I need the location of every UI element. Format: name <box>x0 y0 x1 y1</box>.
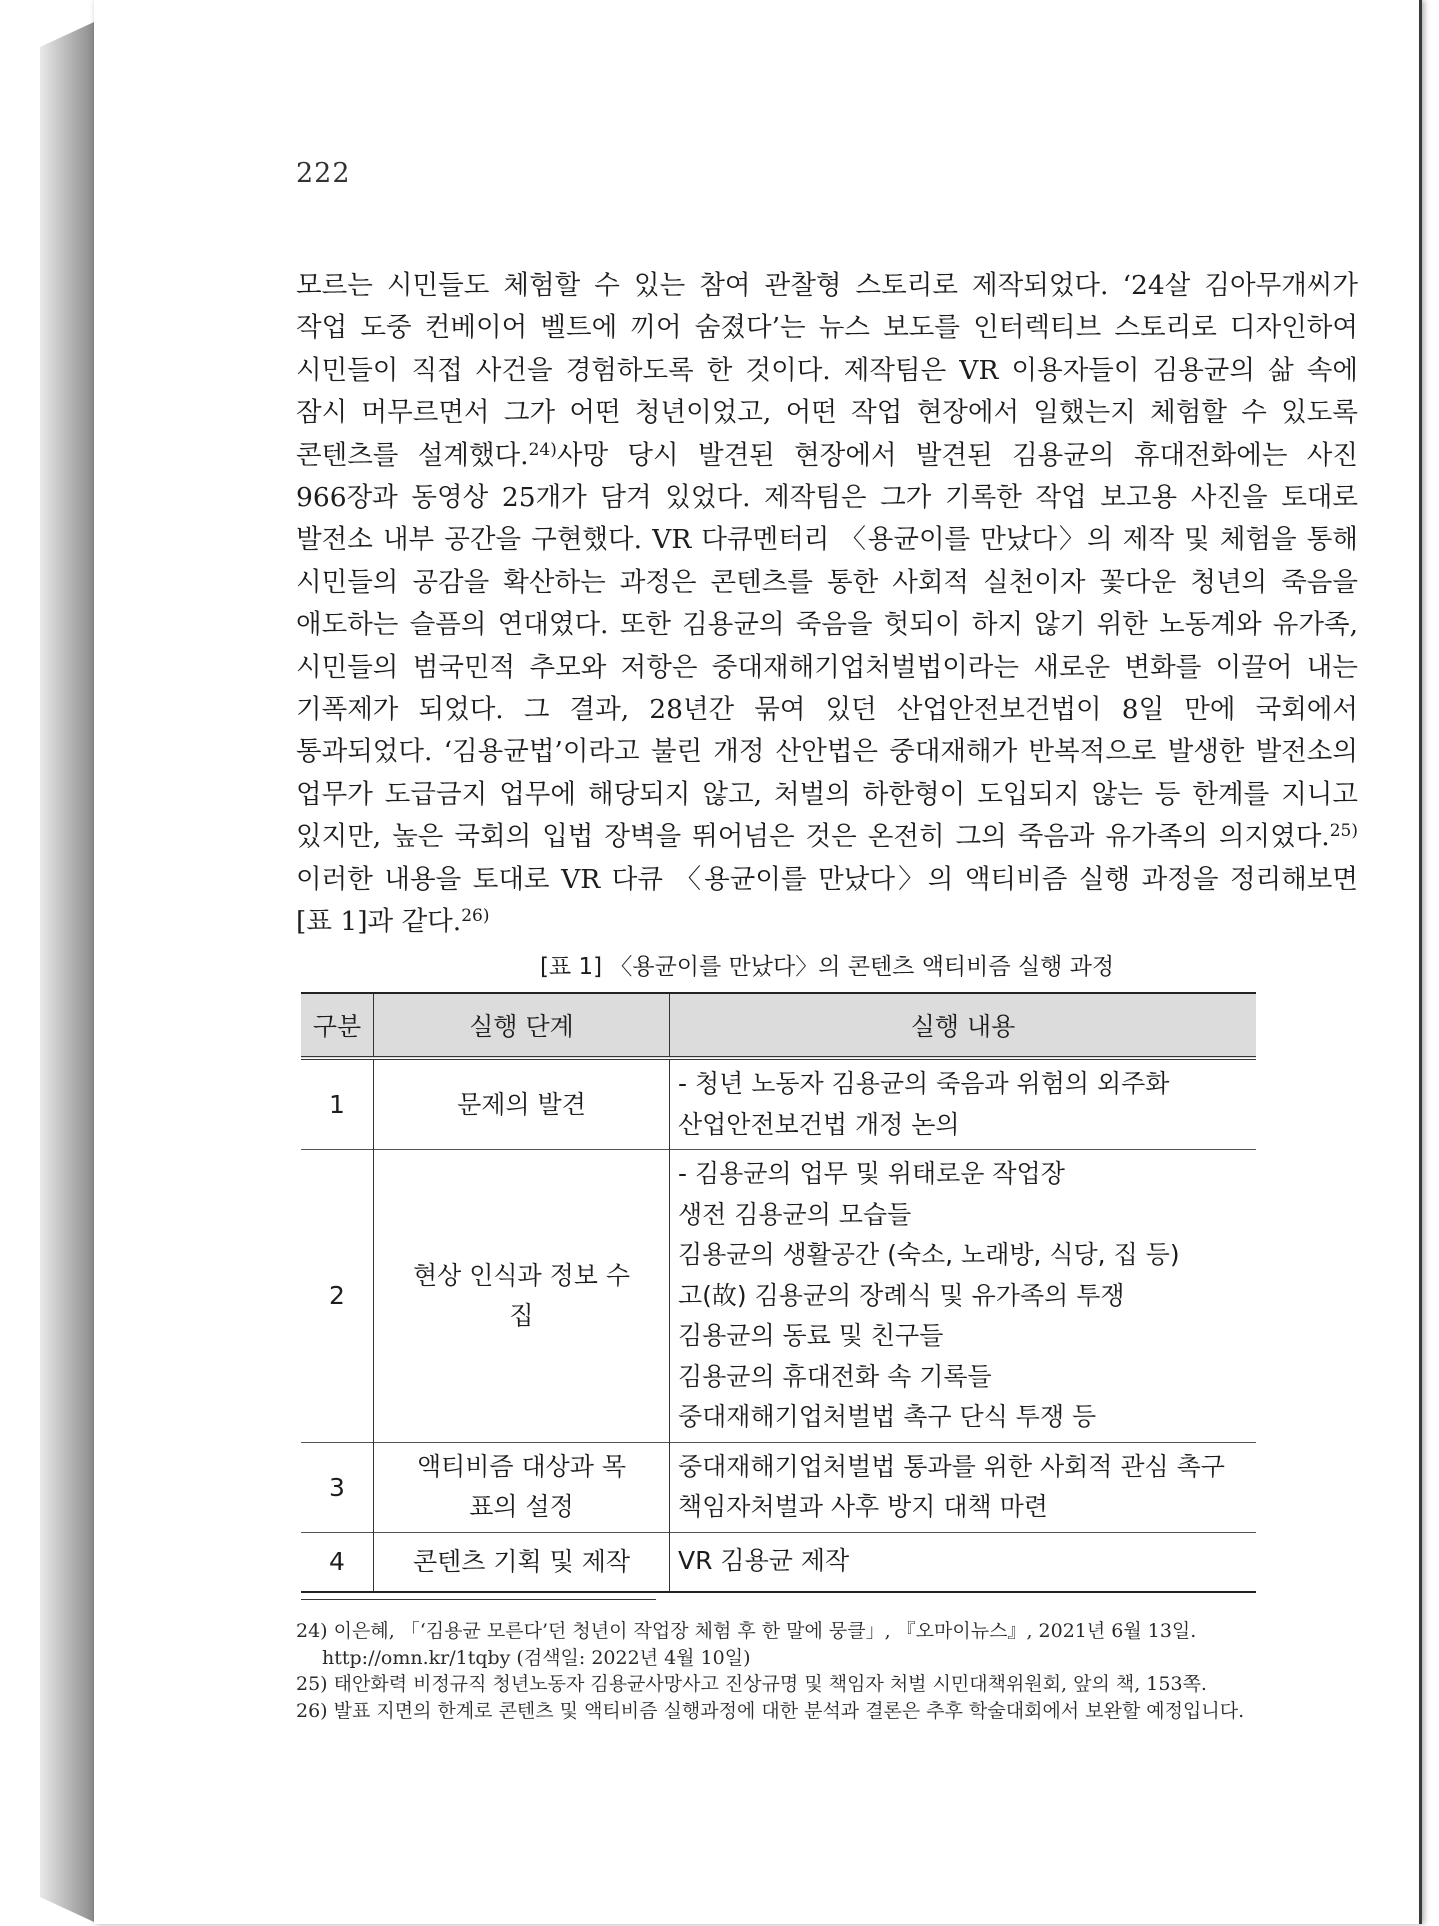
body-text-segment-1: 모르는 시민들도 체험할 수 있는 참여 관찰형 스토리로 제작되었다. ‘24살 김아무개씨가 작업 도중 컨베이어 벨트에 끼어 숨졌다’는 뉴스 보도를 인터렉티브 스토리로 디자인하여 시민들이 직접 사건을 경험하도록 한 것이다. 제작팀은 VR 이용자들이 김용균의 삶 속에 잠시 머무르면서 그가 어떤 청년이었고, 어떤 작업 현장에서 일했는지 체험할 수 있도록 콘텐츠를 설계했다. <box>296 270 1358 471</box>
header-stage: 실행 단계 <box>374 993 670 1058</box>
stage-label: 문제의 발견 <box>457 1089 586 1119</box>
footnote-ref-25[interactable]: 25) <box>1329 821 1358 842</box>
content-line: 김용균의 생활공간 (숙소, 노래방, 식당, 집 등) <box>678 1240 1180 1269</box>
row-stage <box>374 1532 670 1592</box>
row-number: 2 <box>301 1150 374 1443</box>
book-page <box>94 0 1422 1924</box>
table-row <box>301 1532 1256 1592</box>
content-line: 고(故) 김용균의 장례식 및 유가족의 투쟁 <box>678 1280 1125 1310</box>
row-number: 3 <box>301 1442 374 1532</box>
row-content <box>670 1150 1257 1443</box>
footnote-25: 25) 태안화력 비정규직 청년노동자 김용균사망사고 진상규명 및 책임자 처벌 시민대책위원회, 앞의 책, 153쪽. <box>296 1673 1207 1695</box>
row-number: 4 <box>301 1532 374 1592</box>
content-line: - 김용균의 업무 및 위태로운 작업장 <box>678 1159 1065 1188</box>
stage-label: 액티비즘 대상과 목표의 설정 <box>416 1452 627 1521</box>
content-line: 중대재해기업처벌법 통과를 위한 사회적 관심 촉구 <box>678 1451 1225 1481</box>
row-content <box>670 1058 1257 1150</box>
header-category: 구분 <box>301 993 374 1058</box>
footnote-divider <box>301 1599 656 1600</box>
content-line: - 청년 노동자 김용균의 죽음과 위험의 외주화 <box>678 1069 1170 1098</box>
body-text-segment-2: 사망 당시 발견된 현장에서 발견된 김용균의 휴대전화에는 사진 966장과 동영상 25개가 담겨 있었다. 제작팀은 그가 기록한 작업 보고용 사진을 토대로 발전소 내부 공간을 구현했다. VR 다큐멘터리 〈용균이를 만났다〉의 제작 및 체험을 통해 시민들의 공감을 확산하는 과정은 콘텐츠를 통한 사회적 실천이자 꽃다운 청년의 죽음을 애도하는 슬픔의 연대였다. 또한 김용균의 죽음을 헛되이 하지 않기 위한 노동계와 유가족, 시민들의 범국민적 추모와 저항은 중대재해기업처벌법이라는 새로운 변화를 이끌어 내는 기폭제가 되었다. 그 결과, 28년간 묶여 있던 산업안전보건법이 8일 만에 국회에서 통과되었다. ‘김용균법’이라고 불린 개정 산안법은 중대재해가 반복적으로 발생한 발전소의 업무가 도급금지 업무에 해당되지 않고, 처벌의 하한형이 도입되지 않는 등 한계를 지니고 있지만, 높은 국회의 입법 장벽을 뛰어넘은 것은 온전히 그의 죽음과 유가족의 의지였다. <box>296 439 1359 853</box>
table-row <box>301 1442 1256 1532</box>
body-paragraph <box>296 265 1358 944</box>
content-line: 김용균의 동료 및 친구들 <box>678 1321 944 1350</box>
content-line: 생전 김용균의 모습들 <box>678 1199 912 1229</box>
stage-label: 콘텐츠 기획 및 제작 <box>412 1546 631 1576</box>
body-text <box>296 265 1358 944</box>
row-content <box>670 1532 1257 1592</box>
page-number: 222 <box>296 158 351 189</box>
footnotes <box>296 1618 1366 1724</box>
process-table <box>301 992 1256 1593</box>
table-row <box>301 1150 1256 1443</box>
row-number: 1 <box>301 1058 374 1150</box>
body-text-segment-3: 이러한 내용을 토대로 VR 다큐 〈용균이를 만났다〉의 액티비즘 실행 과정을 정리해보면 [표 1]과 같다. <box>296 863 1358 938</box>
content-line: 중대재해기업처벌법 촉구 단식 투쟁 등 <box>678 1402 1097 1431</box>
content-line: 책임자처벌과 사후 방지 대책 마련 <box>678 1492 1048 1521</box>
stage-label: 현상 인식과 정보 수집 <box>412 1260 631 1330</box>
footnote-ref-26[interactable]: 26) <box>461 906 490 927</box>
footnote-24: 24) 이은혜, 「‘김용균 모른다’던 청년이 작업장 체험 후 한 말에 뭉클」, 『오마이뉴스』, 2021년 6월 13일. <box>296 1620 1197 1642</box>
footnote-ref-24[interactable]: 24) <box>528 439 557 460</box>
table-caption: [표 1] 〈용균이를 만났다〉의 콘텐츠 액티비즘 실행 과정 <box>539 954 1115 980</box>
header-content: 실행 내용 <box>670 993 1257 1058</box>
table-header-row <box>301 993 1256 1058</box>
row-stage <box>374 1150 670 1443</box>
content-line: 김용균의 휴대전화 속 기록들 <box>678 1361 992 1391</box>
footnote-26: 26) 발표 지면의 한계로 콘텐츠 및 액티비즘 실행과정에 대한 분석과 결론은 추후 학술대회에서 보완할 예정입니다. <box>296 1699 1245 1722</box>
book-page-edge <box>40 22 94 1922</box>
content-line: 산업안전보건법 개정 논의 <box>678 1109 960 1139</box>
footnote-24-link[interactable]: http://omn.kr/1tqby (검색일: 2022년 4월 10일) <box>322 1646 751 1669</box>
row-stage <box>374 1442 670 1532</box>
row-content <box>670 1442 1257 1532</box>
content-line: VR 김용균 제작 <box>678 1546 850 1576</box>
table-row <box>301 1058 1256 1150</box>
row-stage <box>374 1058 670 1150</box>
